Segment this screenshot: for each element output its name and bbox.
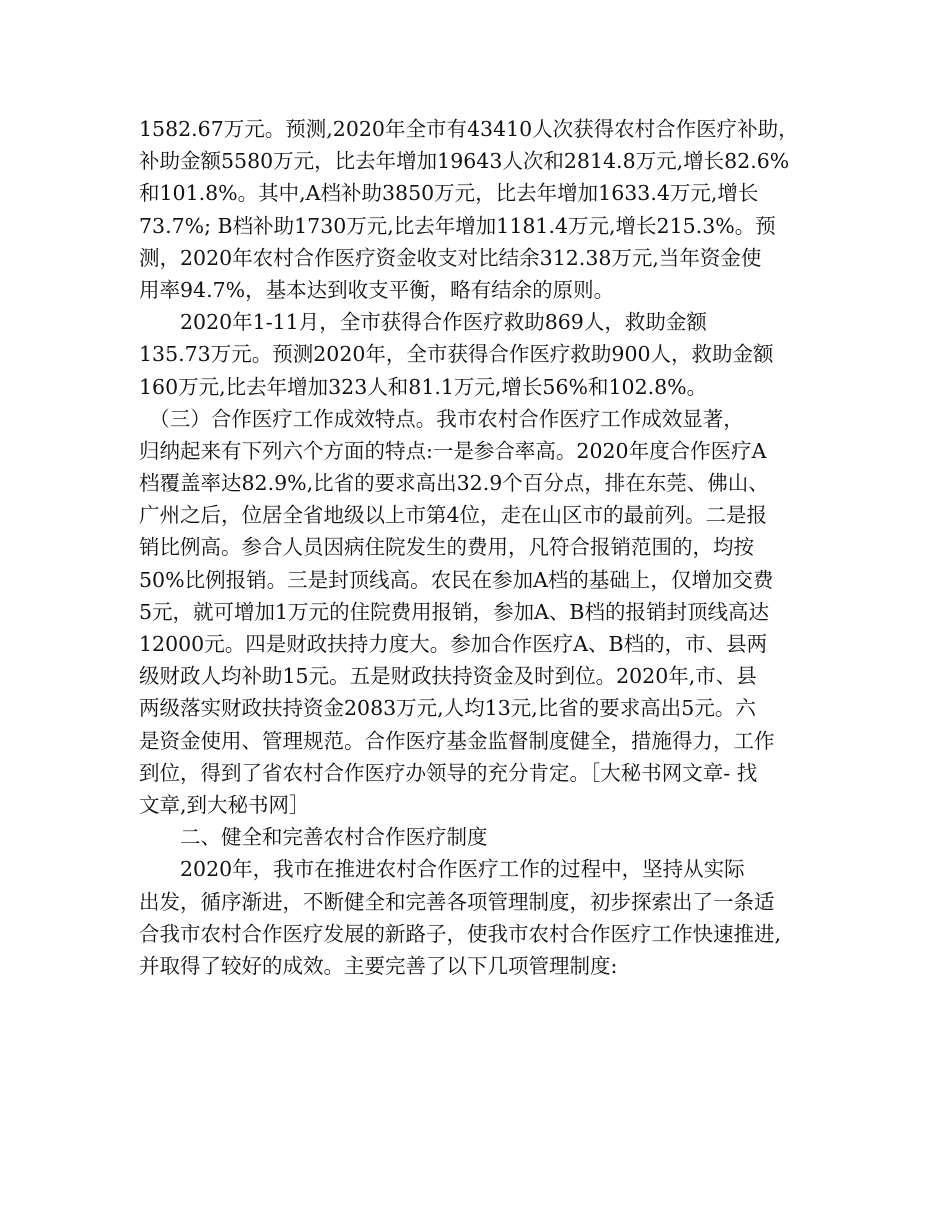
text-line: 和101.8%。其中,A档补助3850万元，比去年增加1633.4万元,增长 bbox=[139, 181, 759, 206]
text-line: 1582.67万元。预测,2020年全市有43410人次获得农村合作医疗补助， bbox=[139, 117, 799, 141]
text-line: 销比例高。参合人员因病住院发生的费用，凡符合报销范围的，均按 bbox=[139, 535, 754, 560]
text-line: 归纳起来有下列六个方面的特点:一是参合率高。2020年度合作医疗A bbox=[139, 438, 767, 463]
text-line: 广州之后，位居全省地级以上市第4位，走在山区市的最前列。二是报 bbox=[139, 503, 768, 528]
text-line: 12000元。四是财政扶持力度大。参加合作医疗A、B档的，市、县两 bbox=[139, 632, 768, 656]
text-line: （三）合作医疗工作成效特点。我市农村合作医疗工作成效显著， bbox=[139, 406, 744, 431]
text-line: 并取得了较好的成效。主要完善了以下几项管理制度: bbox=[139, 953, 618, 978]
text-line: 合我市农村合作医疗发展的新路子，使我市农村合作医疗工作快速推进, bbox=[139, 921, 782, 946]
text-line: 135.73万元。预测2020年，全市获得合作医疗救助900人，救助金额 bbox=[139, 342, 774, 367]
text-line: 文章,到大秘书网］ bbox=[139, 792, 310, 817]
text-line: 是资金使用、管理规范。合作医疗基金监督制度健全，措施得力，工作 bbox=[139, 728, 775, 753]
text-line: 级财政人均补助15元。五是财政扶持资金及时到位。2020年,市、县 bbox=[139, 664, 757, 689]
text-line: 测，2020年农村合作医疗资金收支对比结余312.38万元,当年资金使 bbox=[139, 245, 762, 270]
text-line: 2020年1-11月，全市获得合作医疗救助869人，救助金额 bbox=[139, 310, 707, 335]
text-line: 档覆盖率达82.9%,比省的要求高出32.9个百分点，排在东莞、佛山、 bbox=[139, 471, 769, 496]
section-heading: 二、健全和完善农村合作医疗制度 bbox=[139, 825, 488, 850]
text-line: 到位，得到了省农村合作医疗办领导的充分肯定。［大秘书网文章- 找 bbox=[139, 760, 758, 785]
text-line: 两级落实财政扶持资金2083万元,人均13元,比省的要求高出5元。六 bbox=[139, 696, 756, 721]
text-line: 5元，就可增加1万元的住院费用报销，参加A、B档的报销封顶线高达 bbox=[139, 599, 769, 624]
text-line: 2020年，我市在推进农村合作医疗工作的过程中，坚持从实际 bbox=[139, 857, 745, 882]
text-line: 出发，循序渐进，不断健全和完善各项管理制度，初步探索出了一条适 bbox=[139, 889, 775, 914]
text-line: 160万元,比去年增加323人和81.1万元,增长56%和102.8%。 bbox=[139, 374, 708, 399]
body-text bbox=[139, 113, 819, 982]
text-line: 补助金额5580万元，比去年增加19643人次和2814.8万元,增长82.6% bbox=[139, 149, 790, 174]
text-line: 50%比例报销。三是封顶线高。农民在参加A档的基础上，仅增加交费 bbox=[139, 567, 774, 592]
text-line: 用率94.7%，基本达到收支平衡，略有结余的原则。 bbox=[139, 277, 615, 302]
text-line: 73.7%; B档补助1730万元,比去年增加1181.4万元,增长215.3%。预 bbox=[139, 213, 776, 238]
